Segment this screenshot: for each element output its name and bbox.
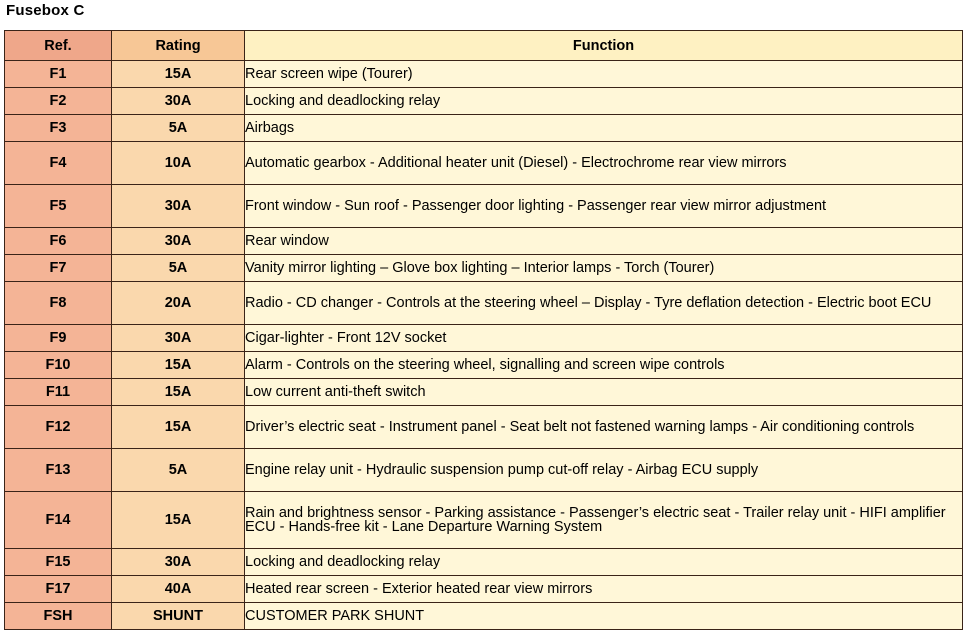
rating-cell: 15A (112, 352, 245, 379)
function-cell: Rear window (245, 228, 963, 255)
table-row (5, 406, 963, 449)
table-row (5, 61, 963, 88)
rating-cell: 30A (112, 185, 245, 228)
table-row (5, 352, 963, 379)
rating-cell: 15A (112, 61, 245, 88)
column-header-ref: Ref. (5, 31, 112, 61)
ref-cell: F1 (5, 61, 112, 88)
rating-cell: 5A (112, 449, 245, 492)
rating-cell: 30A (112, 549, 245, 576)
function-cell: CUSTOMER PARK SHUNT (245, 603, 963, 630)
rating-cell: 15A (112, 492, 245, 549)
rating-cell: 40A (112, 576, 245, 603)
function-cell: Locking and deadlocking relay (245, 88, 963, 115)
function-cell: Rain and brightness sensor - Parking assistance - Passenger’s electric seat - Trailer relay unit - HIFI amplifier ECU - Hands-free kit - Lane Departure Warning System (245, 492, 963, 549)
ref-cell: F10 (5, 352, 112, 379)
ref-cell: F9 (5, 325, 112, 352)
rating-cell: 10A (112, 142, 245, 185)
table-row (5, 379, 963, 406)
fuse-table (4, 30, 963, 630)
function-cell: Low current anti-theft switch (245, 379, 963, 406)
table-row (5, 449, 963, 492)
ref-cell: F4 (5, 142, 112, 185)
function-cell: Driver’s electric seat - Instrument panel - Seat belt not fastened warning lamps - Air conditioning controls (245, 406, 963, 449)
rating-cell: 15A (112, 379, 245, 406)
ref-cell: F8 (5, 282, 112, 325)
table-row (5, 549, 963, 576)
function-cell: Front window - Sun roof - Passenger door lighting - Passenger rear view mirror adjustment (245, 185, 963, 228)
rating-cell: 30A (112, 228, 245, 255)
ref-cell: F6 (5, 228, 112, 255)
table-row (5, 325, 963, 352)
ref-cell: F17 (5, 576, 112, 603)
column-header-function: Function (245, 31, 963, 61)
ref-cell: F14 (5, 492, 112, 549)
rating-cell: 15A (112, 406, 245, 449)
function-cell: Automatic gearbox - Additional heater unit (Diesel) - Electrochrome rear view mirrors (245, 142, 963, 185)
function-cell: Vanity mirror lighting – Glove box lighting – Interior lamps - Torch (Tourer) (245, 255, 963, 282)
ref-cell: F15 (5, 549, 112, 576)
ref-cell: F5 (5, 185, 112, 228)
table-row (5, 115, 963, 142)
function-cell: Airbags (245, 115, 963, 142)
function-cell: Cigar-lighter - Front 12V socket (245, 325, 963, 352)
table-header-row (5, 31, 963, 61)
table-row (5, 492, 963, 549)
ref-cell: F2 (5, 88, 112, 115)
rating-cell: 5A (112, 115, 245, 142)
table-row (5, 576, 963, 603)
function-cell: Heated rear screen - Exterior heated rear view mirrors (245, 576, 963, 603)
ref-cell: F12 (5, 406, 112, 449)
table-row (5, 228, 963, 255)
table-row (5, 142, 963, 185)
ref-cell: F3 (5, 115, 112, 142)
column-header-rating: Rating (112, 31, 245, 61)
rating-cell: 5A (112, 255, 245, 282)
ref-cell: F13 (5, 449, 112, 492)
table-row (5, 282, 963, 325)
table-row (5, 185, 963, 228)
page-title: Fusebox C (6, 2, 85, 19)
function-cell: Radio - CD changer - Controls at the steering wheel – Display - Tyre deflation detection - Electric boot ECU (245, 282, 963, 325)
table-row (5, 255, 963, 282)
function-cell: Engine relay unit - Hydraulic suspension pump cut-off relay - Airbag ECU supply (245, 449, 963, 492)
table-row (5, 603, 963, 630)
table-row (5, 88, 963, 115)
function-cell: Rear screen wipe (Tourer) (245, 61, 963, 88)
rating-cell: 30A (112, 325, 245, 352)
function-cell: Locking and deadlocking relay (245, 549, 963, 576)
rating-cell: 20A (112, 282, 245, 325)
rating-cell: SHUNT (112, 603, 245, 630)
ref-cell: F11 (5, 379, 112, 406)
function-cell: Alarm - Controls on the steering wheel, signalling and screen wipe controls (245, 352, 963, 379)
rating-cell: 30A (112, 88, 245, 115)
ref-cell: FSH (5, 603, 112, 630)
ref-cell: F7 (5, 255, 112, 282)
